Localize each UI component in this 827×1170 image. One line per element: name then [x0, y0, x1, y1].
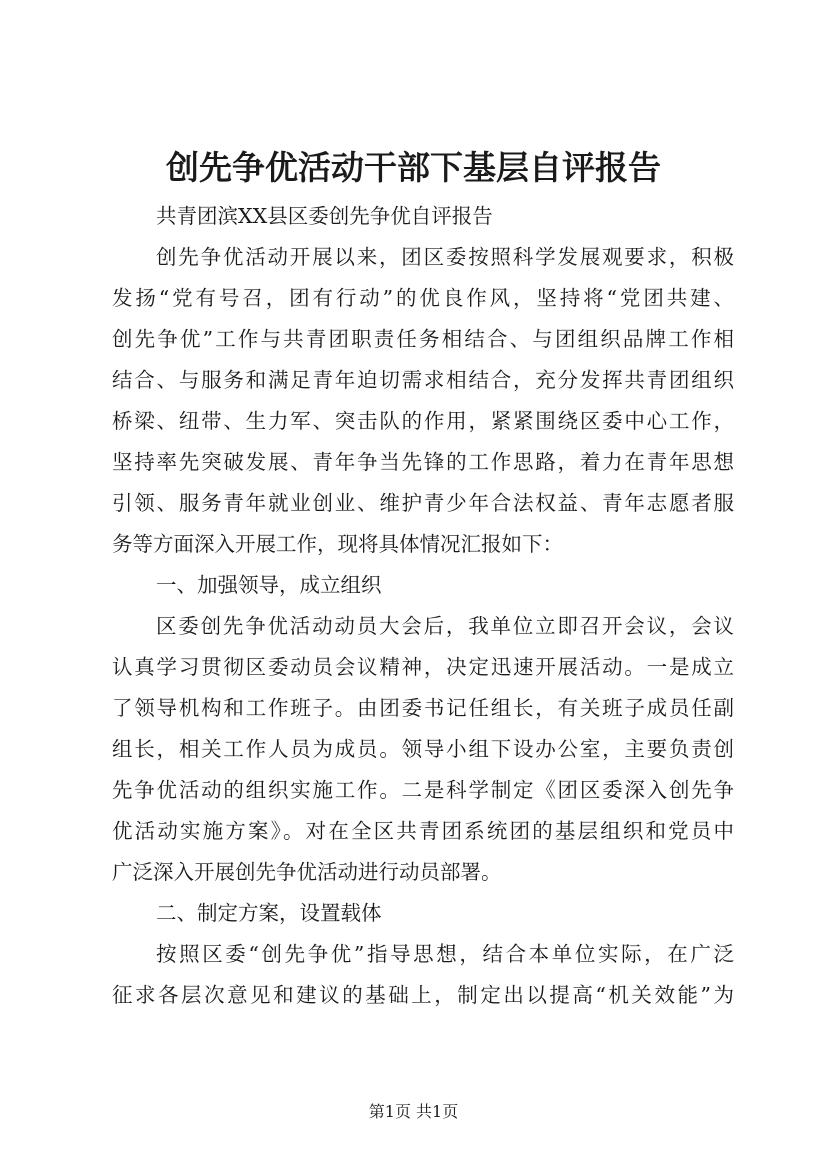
text-line: 广泛深入开展创先争优活动进行动员部署。 — [112, 860, 502, 884]
page-footer: 第1页 共1页 — [368, 1102, 459, 1121]
text-line: 区委创先争优活动动员大会后，我单位立即召开会议，会议 — [156, 614, 734, 638]
text-line: 桥梁、纽带、生力军、突击队的作用，紧紧围绕区委中心工作， — [112, 409, 734, 433]
text-line: 一、加强领导，成立组织 — [156, 573, 382, 597]
document-body — [112, 196, 734, 1016]
text-line: 结合、与服务和满足青年迫切需求相结合，充分发挥共青团组织 — [112, 368, 734, 392]
text-line: 创先争优活动开展以来，团区委按照科学发展观要求，积极 — [156, 245, 734, 269]
text-line: 按照区委“创先争优”指导思想，结合本单位实际，在广泛 — [156, 942, 734, 966]
paragraph-lines — [112, 237, 734, 1016]
document-subtitle: 共青团滨XX县区委创先争优自评报告 — [156, 204, 493, 228]
text-line: 务等方面深入开展工作，现将具体情况汇报如下： — [112, 532, 563, 556]
text-line: 坚持率先突破发展、青年争当先锋的工作思路，着力在青年思想 — [112, 450, 734, 474]
text-line: 二、制定方案，设置载体 — [156, 901, 382, 925]
text-line: 征求各层次意见和建议的基础上，制定出以提高“机关效能”为 — [112, 983, 734, 1007]
text-line: 了领导机构和工作班子。由团委书记任组长，有关班子成员任副 — [112, 696, 734, 720]
text-line: 先争优活动的组织实施工作。二是科学制定《团区委深入创先争 — [112, 778, 734, 802]
text-line: 发扬“党有号召，团有行动”的优良作风，坚持将“党团共建、 — [112, 286, 734, 310]
text-line: 优活动实施方案》。对在全区共青团系统团的基层组织和党员中 — [112, 819, 734, 843]
text-line: 组长，相关工作人员为成员。领导小组下设办公室，主要负责创 — [112, 737, 734, 761]
text-line: 认真学习贯彻区委动员会议精神，决定迅速开展活动。一是成立 — [112, 655, 734, 679]
document-title: 创先争优活动干部下基层自评报告 — [166, 148, 661, 187]
text-line: 引领、服务青年就业创业、维护青少年合法权益、青年志愿者服 — [112, 491, 734, 515]
text-line: 创先争优”工作与共青团职责任务相结合、与团组织品牌工作相 — [112, 327, 734, 351]
